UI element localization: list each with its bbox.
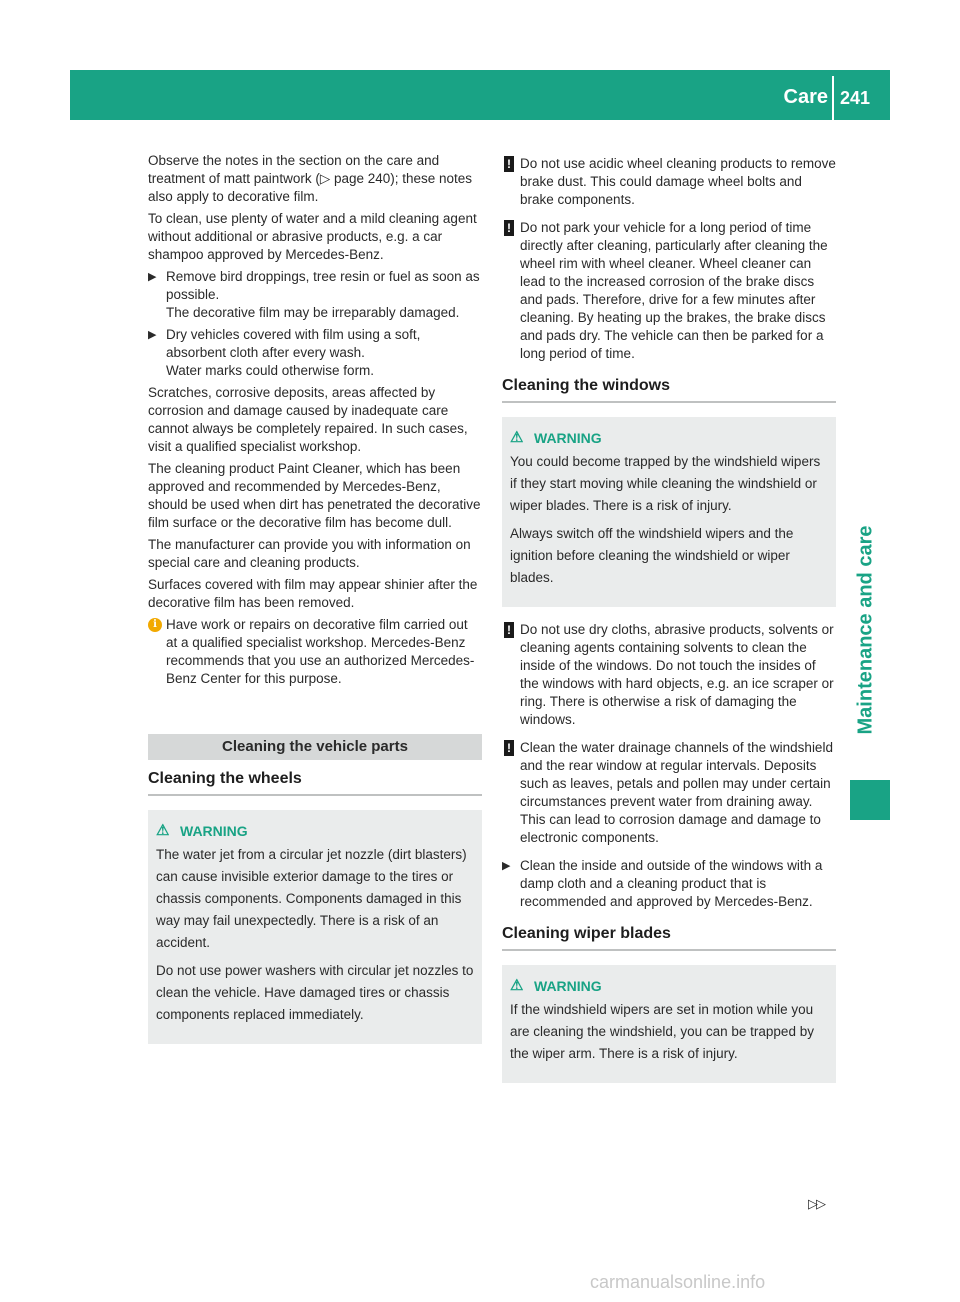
info-text: Have work or repairs on decorative film carried out at a qualified specialist workshop. Mercedes-Benz recommends that you use an authorized Mercedes-Benz Center for this purpose. (166, 617, 475, 686)
exclamation-icon: ! (504, 740, 514, 756)
note-text: Clean the water drainage channels of the windshield and the rear window at regular intervals. Deposits such as leaves, petals and pollen may under certain circumstances prevent water from draining away. This can lead to corrosion damage and damage to electronic components. (520, 740, 833, 845)
chapter-title: Care (783, 86, 828, 108)
exclamation-icon: ! (504, 156, 514, 172)
bullet-text: Remove bird droppings, tree resin or fuel as soon as possible. (166, 269, 480, 302)
bullet-text: Clean the inside and outside of the windows with a damp cloth and a cleaning product that is recommended and approved by Mercedes-Benz. (520, 858, 823, 909)
warning-label: WARNING (180, 823, 248, 839)
warning-box (502, 417, 836, 607)
info-note (148, 616, 482, 688)
warning-label: WARNING (534, 430, 602, 446)
note-text: Do not park your vehicle for a long period of time directly after cleaning, particularly after cleaning the wheel rim with wheel cleaner. Wheel cleaner can lead to the increased corrosion of the brake discs and pads. Therefore, drive for a few minutes after cleaning. By heating up the brakes, the brake discs and pads dry. The vehicle can then be parked for a long period of time. (520, 220, 828, 361)
bullet-subtext: The decorative film may be irreparably damaged. (166, 305, 460, 320)
warning-triangle-icon: ⚠ (510, 977, 524, 994)
left-column (148, 152, 482, 1058)
section-title: Cleaning the vehicle parts (148, 734, 482, 760)
warning-text: If the windshield wipers are set in motion while you are cleaning the windshield, you can be trapped by the wiper arm. There is a risk of injury. (510, 1002, 814, 1061)
arrow-bullet-icon: ▶ (148, 329, 157, 341)
body-paragraph: Surfaces covered with film may appear shinier after the decorative film has been removed. (148, 577, 478, 610)
info-icon: i (148, 618, 162, 632)
body-paragraph: Scratches, corrosive deposits, areas affected by corrosion and damage caused by inadequate care cannot always be completely repaired. In such cases, visit a qualified specialist workshop. (148, 385, 468, 454)
arrow-bullet-icon: ▶ (148, 271, 157, 283)
subheading-windows: Cleaning the windows (502, 377, 836, 403)
caution-note (502, 155, 836, 209)
page-number: 241 (840, 88, 871, 108)
warning-text: You could become trapped by the windshield wipers if they start moving while cleaning the windshield or wiper blades. There is a risk of injury. (510, 454, 821, 513)
warning-triangle-icon: ⚠ (156, 822, 170, 839)
list-item (502, 857, 836, 911)
note-text: Do not use dry cloths, abrasive products, solvents or cleaning agents containing solvents to clean the inside of the windows. Do not touch the insides of the windows with hard objects, e.g. an ice scraper or ring. There is otherwise a risk of damaging the windows. (520, 622, 834, 727)
caution-note (502, 219, 836, 363)
caution-note (502, 621, 836, 729)
body-paragraph: The manufacturer can provide you with information on special care and cleaning products. (148, 537, 471, 570)
subheading-wheels: Cleaning the wheels (148, 770, 482, 796)
arrow-bullet-icon: ▶ (502, 860, 511, 872)
warning-box (148, 810, 482, 1044)
side-tab[interactable] (840, 500, 892, 760)
watermark: carmanualsonline.info (590, 1272, 766, 1292)
bullet-subtext: Water marks could otherwise form. (166, 363, 375, 378)
bullet-text: Dry vehicles covered with film using a soft, absorbent cloth after every wash. (166, 327, 421, 360)
list-item (148, 268, 482, 322)
continued-arrow-icon: ▷▷ (808, 1196, 824, 1211)
warning-text: Always switch off the windshield wipers and the ignition before cleaning the windshield or wiper blades. (510, 526, 794, 585)
note-text: Do not use acidic wheel cleaning products to remove brake dust. This could damage wheel bolts and brake components. (520, 156, 836, 207)
list-item (148, 326, 482, 380)
caution-note (502, 739, 836, 847)
right-column (502, 155, 836, 1097)
warning-label: WARNING (534, 978, 602, 994)
subheading-wiper-blades: Cleaning wiper blades (502, 925, 836, 951)
warning-triangle-icon: ⚠ (510, 429, 524, 446)
cleaning-paragraph: To clean, use plenty of water and a mild cleaning agent without additional or abrasive products, e.g. a car shampoo approved by Mercedes-Benz. (148, 211, 477, 262)
exclamation-icon: ! (504, 622, 514, 638)
intro-paragraph: Observe the notes in the section on the care and treatment of matt paintwork (▷ page 240); these notes also apply to decorative film. (148, 153, 473, 204)
warning-text: The water jet from a circular jet nozzle (dirt blasters) can cause invisible exterior damage to the tires or chassis components. Components damaged in this way may fail unexpectedly. There is a risk of an accident. (156, 847, 467, 950)
warning-text: Do not use power washers with circular jet nozzles to clean the vehicle. Have damaged tires or chassis components replaced immediately. (156, 963, 474, 1022)
exclamation-icon: ! (504, 220, 514, 236)
header-divider (832, 76, 834, 120)
side-tab-label: Maintenance and care (854, 525, 877, 735)
body-paragraph: The cleaning product Paint Cleaner, which has been approved and recommended by Mercedes-Benz, should be used when dirt has penetrated the decorative film surface or the decorative film has become dull. (148, 461, 481, 530)
side-tab-marker (850, 780, 890, 820)
warning-box (502, 965, 836, 1083)
